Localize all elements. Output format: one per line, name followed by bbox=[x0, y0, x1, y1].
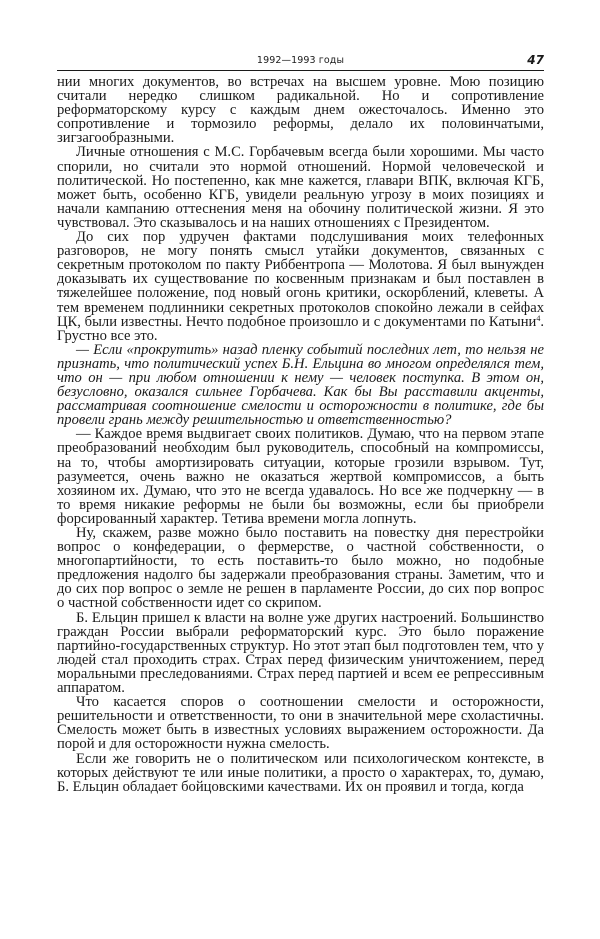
paragraph-continuation: нии многих документов, во встречах на высшем уровне. Мою позицию считали нередко слишком радикальной. Но и сопротивление реформаторскому курсу с каждым днем ожесточалось. Именно это сопротивление и тормозило реформы, делало их половинчатыми, зигзагообразными. bbox=[57, 74, 544, 147]
page-number: 47 bbox=[527, 53, 544, 67]
paragraph-gorbachev-relations: Личные отношения с М.С. Горбачевым всегда были хорошими. Мы часто спорили, но считали это нормой отношений. Нормой человеческой и политической. Но постепенно, как мне кажется, главари ВПК, включая КГБ, может быть, особенно КГБ, увидели реальную угрозу в моих позициях и начали кампанию оттеснения меня на обочину политической жизни. Я это чувствовал. Это сказывалось и на наших отношениях с Президентом. bbox=[57, 144, 544, 231]
running-title: 1992—1993 годы bbox=[256, 55, 345, 66]
paragraph-yeltsin-character: Если же говорить не о политическом или психологическом контексте, в которых действуют те или иные политики, а просто о характерах, то, думаю, Б. Ельцин обладает бойцовскими качествами. Их он проявил и тогда, когда bbox=[57, 750, 544, 795]
paragraph-wiretapping bbox=[57, 230, 544, 343]
book-page bbox=[57, 55, 544, 794]
footnote-marker: 4 bbox=[536, 313, 541, 323]
paragraph-yeltsin-power: Б. Ельцин пришел к власти на волне уже других настроений. Большинство граждан России выбрали реформаторский курс. Это было поражение партийно-государственных структур. Но этот этап был подготовлен тем, что у людей стал проходить страх. Страх перед физическим уничтожением, перед моральными преследованиями. Страх перед партией и всем ее репрессивным аппаратом. bbox=[57, 609, 544, 697]
paragraph-answer: — Каждое время выдвигает своих политиков. Думаю, что на первом этапе преобразований необходим был руководитель, способный на компромиссы, на то, чтобы амортизировать ситуации, которые грозили взрывом. Тут, разумеется, очень важно не оказаться жертвой компромиссов, а быть хозяином их. Думаю, что это не всегда удавалось. Но все же подчеркну — в то время никакие реформы не были бы возможны, если бы приобрели форсированный характер. Тетива времени могла лопнуть. bbox=[57, 426, 544, 527]
paragraph-text-end: . Грустно все это. bbox=[57, 313, 544, 344]
interview-question: — Если «прокрутить» назад пленку событий последних лет, то нельзя не признать, что политический успех Б.Н. Ельцина во многом определялся тем, что он — при любом отношении к нему — человек поступка. В этом он, безусловно, оказался сильнее Горбачева. Как бы Вы расставили акценты, рассматривая соотношение смелости и осторожности в политике, где бы провели грань между решительностью и ответственностью? bbox=[57, 341, 544, 429]
paragraph-perestroika: Ну, скажем, разве можно было поставить на повестку дня перестройки вопрос о конфедерации, о фермерстве, о частной собственности, о многопартийности, то есть поставить-то было можно, но подобные предложения надолго бы задержали преобразования страны. Заметим, что и до сих пор вопрос о земле не решен в парламенте России, до сих пор вопрос о частной собственности идет со скрипом. bbox=[57, 525, 544, 612]
paragraph-text: До сих пор удручен фактами подслушивания моих телефонных разговоров, не могу понять смысл утайки документов, связанных с секретным протоколом по пакту Риббентропа — Молотова. Я был вынужден доказывать их существование по косвенным признакам и был поставлен в тяжелейшее положение, под новый огонь критики, оскорблений, клеветы. А тем временем подлинники секретных протоколов спокойно лежали в сейфах ЦК, были известны. Нечто подобное произошло и с документами по Катыни bbox=[57, 229, 544, 330]
running-header bbox=[57, 55, 544, 71]
body-text bbox=[57, 75, 544, 794]
paragraph-courage-caution: Что касается споров о соотношении смелости и осторожности, решительности и ответственности, то они в значительной мере схоластичны. Смелость может быть в известных условиях выражением осторожности. Да порой и для осторожности нужна смелость. bbox=[57, 694, 544, 753]
